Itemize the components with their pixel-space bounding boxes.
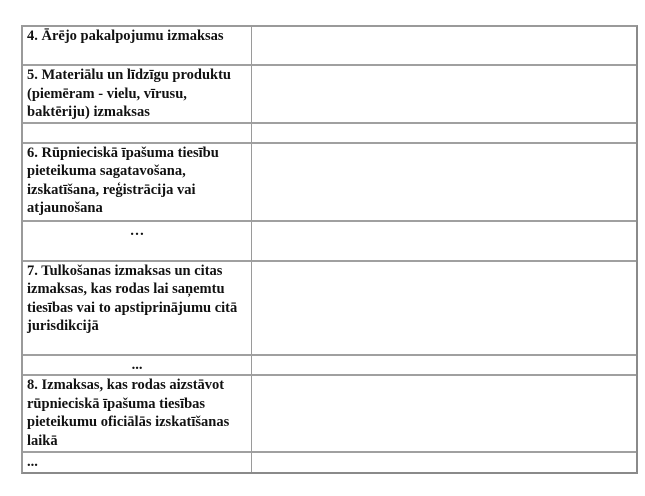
cost-item-label: 5. Materiālu un līdzīgu produktu (piemēram - vielu, vīrusu, baktēriju) izmaksas	[23, 66, 252, 124]
table-row	[23, 27, 636, 66]
table-row	[23, 262, 636, 356]
table-row	[23, 124, 636, 144]
table-row	[23, 222, 636, 262]
ellipsis-label: ...	[23, 453, 252, 472]
cost-item-value[interactable]	[252, 66, 636, 124]
cost-item-value[interactable]	[252, 262, 636, 356]
table-row	[23, 66, 636, 124]
ellipsis-label: …	[23, 222, 252, 262]
ellipsis-label: ...	[23, 356, 252, 377]
cost-item-label: 6. Rūpnieciskā īpašuma tiesību pieteikuma sagatavošana, izskatīšana, reģistrācija vai atjaunošana	[23, 144, 252, 222]
cost-items-table	[21, 25, 638, 474]
cost-item-value[interactable]	[252, 124, 636, 144]
cost-item-value[interactable]	[252, 376, 636, 453]
empty-label	[23, 124, 252, 144]
cost-item-label: 8. Izmaksas, kas rodas aizstāvot rūpnieciskā īpašuma tiesības pieteikumu oficiālās izskatīšanas laikā	[23, 376, 252, 453]
cost-item-label: 4. Ārējo pakalpojumu izmaksas	[23, 27, 252, 66]
cost-item-value[interactable]	[252, 356, 636, 377]
table-row	[23, 144, 636, 222]
table-row	[23, 356, 636, 377]
table-row	[23, 376, 636, 453]
cost-item-value[interactable]	[252, 453, 636, 472]
table-row	[23, 453, 636, 472]
cost-item-value[interactable]	[252, 27, 636, 66]
cost-item-value[interactable]	[252, 222, 636, 262]
cost-item-value[interactable]	[252, 144, 636, 222]
cost-item-label: 7. Tulkošanas izmaksas un citas izmaksas, kas rodas lai saņemtu tiesības vai to apstiprinājumu citā jurisdikcijā	[23, 262, 252, 356]
